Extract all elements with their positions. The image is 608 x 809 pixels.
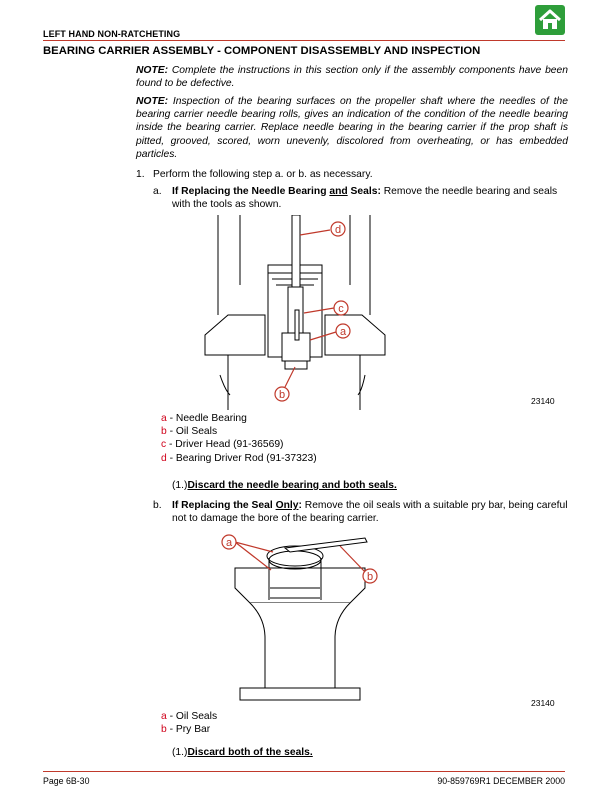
legend-item [161, 452, 317, 465]
figure-2-illustration [215, 528, 385, 708]
step-a-letter: a. [153, 186, 162, 197]
step-b-text [172, 499, 568, 525]
figure-2-number: 23140 [531, 698, 555, 708]
figure-1-callout-b: b [278, 389, 286, 401]
substep-b1 [172, 746, 313, 759]
legend-key: a [161, 413, 167, 424]
step-a-lead: If Replacing the Needle Bearing [172, 186, 330, 197]
figure-1-callout-a: a [339, 326, 347, 338]
figure-1-illustration [200, 215, 390, 410]
figure-1-callout-c: c [338, 303, 344, 315]
step-b-letter: b. [153, 500, 162, 511]
legend-text: - Pry Bar [166, 724, 211, 736]
step-b-body: Remove the oil seals with a suitable pry bar, being careful not to damage the bore of the bearing carrier. [172, 500, 568, 525]
legend-text: - Needle Bearing [166, 413, 247, 424]
legend-key: b [161, 426, 167, 438]
page-title: BEARING CARRIER ASSEMBLY - COMPONENT DISASSEMBLY AND INSPECTION [43, 45, 481, 57]
header-rule [43, 40, 565, 41]
step-1-number: 1. [136, 169, 145, 180]
step-a-body: Remove the needle bearing and seals with the tools as shown. [172, 186, 558, 211]
legend-key: c [161, 439, 167, 451]
step-a-text [172, 185, 568, 211]
legend-text: - Oil Seals [166, 426, 218, 438]
legend-item [161, 710, 217, 723]
step-b-lead-end: : [298, 500, 302, 511]
note-text: Inspection of the bearing surfaces on the propeller shaft where the needles of the bearing carrier needle bearing rolls, gives an indication of the condition of the needle bearing inside the bearing carrier. Replace needle bearing in the bearing carrier if the prop shaft is pitted, grooved, scored, worn unevenly, discolored from overheating, or has embedded particles. [136, 96, 568, 160]
legend-item [161, 723, 217, 736]
step-b-lead: If Replacing the Seal [172, 500, 276, 511]
substep-number: (1.) [172, 480, 188, 491]
legend-key: d [161, 452, 167, 464]
legend-item [161, 412, 317, 425]
note-2 [136, 95, 568, 161]
document-number: 90-859769R1 DECEMBER 2000 [437, 776, 565, 786]
section-header: LEFT HAND NON-RATCHETING [43, 29, 181, 39]
note-text: Complete the instructions in this section only if the assembly components have been found to be defective. [136, 65, 568, 90]
legend-item [161, 438, 317, 451]
legend-text: - Bearing Driver Rod (91-37323) [166, 452, 317, 464]
step-a-lead-end: Seals: [347, 186, 381, 197]
figure-2-callout-a: a [225, 537, 233, 549]
figure-2-callout-b: b [366, 571, 374, 583]
figure-2-legend [161, 710, 217, 736]
page-number: Page 6B-30 [43, 776, 90, 786]
step-b-lead-only: Only [275, 500, 299, 511]
step-1-text: Perform the following step a. or b. as necessary. [153, 169, 373, 180]
home-button[interactable] [535, 5, 565, 35]
substep-text: Discard both of the seals. [187, 747, 313, 758]
figure-1-number: 23140 [531, 396, 555, 406]
legend-key: a [161, 711, 167, 722]
legend-text: - Oil Seals [166, 711, 218, 722]
step-a-lead-and: and [329, 186, 348, 197]
substep-number: (1.) [172, 747, 188, 758]
legend-text: - Driver Head (91-36569) [166, 439, 284, 451]
home-icon [535, 5, 565, 35]
note-label: NOTE: [136, 65, 169, 76]
note-label: NOTE: [136, 96, 169, 107]
footer-rule [43, 771, 565, 772]
legend-key: b [161, 724, 167, 736]
figure-1-legend [161, 412, 317, 465]
note-1 [136, 64, 568, 90]
substep-text: Discard the needle bearing and both seals. [187, 480, 397, 491]
figure-1-callout-d: d [334, 224, 342, 236]
substep-a1 [172, 479, 397, 492]
legend-item [161, 425, 317, 438]
